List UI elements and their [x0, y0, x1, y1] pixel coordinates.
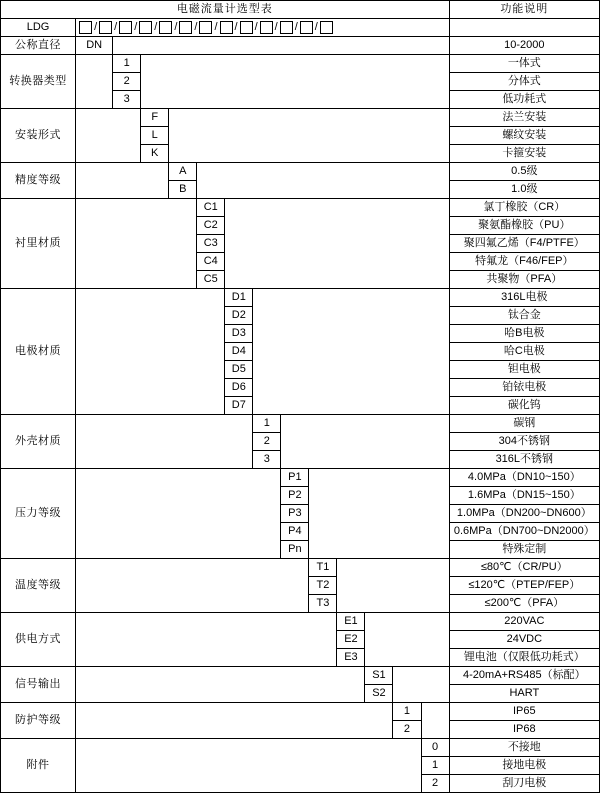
option-code[interactable]: S2	[365, 685, 393, 703]
option-code[interactable]: Pn	[281, 541, 309, 559]
spacer	[169, 109, 449, 163]
option-desc: ≤80℃（CR/PU）	[449, 559, 599, 577]
option-desc: 1.6MPa（DN15~150）	[449, 487, 599, 505]
option-code[interactable]: 1	[421, 757, 449, 775]
code-slot[interactable]	[79, 21, 92, 34]
option-code[interactable]: A	[169, 163, 197, 181]
option-desc: HART	[449, 685, 599, 703]
option-code[interactable]: K	[141, 145, 169, 163]
option-code[interactable]: T2	[309, 577, 337, 595]
spacer	[76, 469, 281, 559]
slot-container	[76, 19, 449, 36]
option-desc: 0.5级	[449, 163, 599, 181]
option-desc: 4.0MPa（DN10~150）	[449, 469, 599, 487]
spacer	[76, 109, 141, 163]
option-code[interactable]: C2	[197, 217, 225, 235]
row-protection-class	[1, 703, 600, 721]
option-code[interactable]: 1	[253, 415, 281, 433]
option-desc: IP68	[449, 721, 599, 739]
option-desc: 碳钢	[449, 415, 599, 433]
spacer	[76, 667, 365, 703]
row-label: 外壳材质	[1, 415, 76, 469]
option-code[interactable]: 2	[253, 433, 281, 451]
spacer	[76, 703, 393, 739]
model-slots	[76, 19, 450, 37]
option-desc: 不接地	[449, 739, 599, 757]
option-desc: 24VDC	[449, 631, 599, 649]
slot-separator: /	[214, 21, 218, 34]
row-desc: 10-2000	[449, 37, 599, 55]
slot-separator: /	[134, 21, 138, 34]
slot-separator: /	[294, 21, 298, 34]
slot-separator: /	[114, 21, 118, 34]
row-label: 电极材质	[1, 289, 76, 415]
option-code[interactable]: C4	[197, 253, 225, 271]
option-code[interactable]: C5	[197, 271, 225, 289]
option-desc: 一体式	[449, 55, 599, 73]
option-desc: 刮刀电极	[449, 775, 599, 793]
option-code[interactable]: D6	[225, 379, 253, 397]
row-accuracy-class	[1, 163, 600, 181]
option-code[interactable]: D1	[225, 289, 253, 307]
spacer	[76, 163, 169, 199]
option-desc: 哈C电极	[449, 343, 599, 361]
spacer	[76, 289, 225, 415]
slot-separator: /	[154, 21, 158, 34]
spacer	[76, 415, 253, 469]
option-code[interactable]: E2	[337, 631, 365, 649]
row-label: 防护等级	[1, 703, 76, 739]
code-slot[interactable]	[139, 21, 152, 34]
row-label: 供电方式	[1, 613, 76, 667]
option-desc: 螺纹安装	[449, 127, 599, 145]
option-code[interactable]: B	[169, 181, 197, 199]
spacer	[76, 55, 113, 109]
option-desc: 0.6MPa（DN700~DN2000）	[449, 523, 599, 541]
code-slot[interactable]	[220, 21, 233, 34]
option-desc: 316L电极	[449, 289, 599, 307]
option-desc: 卡箍安装	[449, 145, 599, 163]
option-code[interactable]: D4	[225, 343, 253, 361]
option-code[interactable]: E1	[337, 613, 365, 631]
row-pressure-rating	[1, 469, 600, 487]
spacer	[281, 415, 449, 469]
code-slot[interactable]	[99, 21, 112, 34]
option-code[interactable]: D3	[225, 325, 253, 343]
option-desc: 低功耗式	[449, 91, 599, 109]
option-desc: 铂铱电极	[449, 379, 599, 397]
option-code[interactable]: 1	[393, 703, 421, 721]
spacer	[393, 667, 449, 703]
slot-separator: /	[194, 21, 198, 34]
code-slot[interactable]	[179, 21, 192, 34]
slot-separator: /	[314, 21, 318, 34]
option-code[interactable]: 3	[253, 451, 281, 469]
row-converter-type	[1, 55, 600, 73]
option-code[interactable]: P1	[281, 469, 309, 487]
table-header-row	[1, 1, 600, 19]
slot-separator: /	[254, 21, 258, 34]
spacer	[76, 559, 309, 613]
option-desc: 聚氨酯橡胶（PU）	[449, 217, 599, 235]
option-code[interactable]: T3	[309, 595, 337, 613]
spacer	[76, 199, 197, 289]
option-desc: 钛合金	[449, 307, 599, 325]
row-nominal-diameter	[1, 37, 600, 55]
page-title: 电磁流量计选型表	[1, 1, 450, 19]
code-slot[interactable]	[260, 21, 273, 34]
option-code[interactable]: P2	[281, 487, 309, 505]
option-desc: 氯丁橡胶（CR）	[449, 199, 599, 217]
code-cell-dn: DN	[76, 37, 113, 55]
row-housing-material	[1, 415, 600, 433]
spacer	[421, 703, 449, 739]
option-code[interactable]: D2	[225, 307, 253, 325]
option-desc: 接地电极	[449, 757, 599, 775]
code-slot[interactable]	[119, 21, 132, 34]
spacer	[225, 199, 449, 289]
option-code[interactable]: C3	[197, 235, 225, 253]
row-label: 温度等级	[1, 559, 76, 613]
row-label: 转换器类型	[1, 55, 76, 109]
option-desc: 220VAC	[449, 613, 599, 631]
option-code[interactable]: L	[141, 127, 169, 145]
option-desc: 碳化钨	[449, 397, 599, 415]
row-temperature-rating	[1, 559, 600, 577]
option-code[interactable]: D7	[225, 397, 253, 415]
spacer	[141, 55, 449, 109]
row-label: 安装形式	[1, 109, 76, 163]
spacer	[309, 469, 449, 559]
row-label: 压力等级	[1, 469, 76, 559]
option-desc: 钽电极	[449, 361, 599, 379]
option-code[interactable]: 3	[113, 91, 141, 109]
model-prefix: LDG	[1, 19, 76, 37]
option-code[interactable]: 2	[421, 775, 449, 793]
option-code[interactable]: D5	[225, 361, 253, 379]
option-code[interactable]: F	[141, 109, 169, 127]
option-desc: 锂电池（仅限低功耗式）	[449, 649, 599, 667]
option-desc: 4-20mA+RS485（标配）	[449, 667, 599, 685]
spacer	[337, 559, 449, 613]
option-code[interactable]: T1	[309, 559, 337, 577]
row-accessories	[1, 739, 600, 757]
code-slot[interactable]	[159, 21, 172, 34]
slot-separator: /	[234, 21, 238, 34]
row-label: 精度等级	[1, 163, 76, 199]
spacer	[76, 613, 337, 667]
spacer	[113, 37, 449, 55]
option-desc: 法兰安装	[449, 109, 599, 127]
code-slot[interactable]	[199, 21, 212, 34]
option-desc: 1.0级	[449, 181, 599, 199]
slot-separator: /	[274, 21, 278, 34]
spacer	[76, 739, 421, 793]
row-label: 附件	[1, 739, 76, 793]
option-desc: 分体式	[449, 73, 599, 91]
option-desc: 哈B电极	[449, 325, 599, 343]
option-code[interactable]: 2	[113, 73, 141, 91]
option-code[interactable]: S1	[365, 667, 393, 685]
option-desc: 316L不锈钢	[449, 451, 599, 469]
option-code[interactable]: P4	[281, 523, 309, 541]
option-desc: 特殊定制	[449, 541, 599, 559]
spacer	[253, 289, 449, 415]
option-desc: 304不锈钢	[449, 433, 599, 451]
option-code[interactable]: P3	[281, 505, 309, 523]
code-slot[interactable]	[320, 21, 333, 34]
row-power-supply	[1, 613, 600, 631]
row-label: 衬里材质	[1, 199, 76, 289]
row-signal-output	[1, 667, 600, 685]
option-desc: 共聚物（PFA）	[449, 271, 599, 289]
option-desc: 聚四氟乙烯（F4/PTFE）	[449, 235, 599, 253]
row-installation-type	[1, 109, 600, 127]
code-slot[interactable]	[240, 21, 253, 34]
option-desc: ≤200℃（PFA）	[449, 595, 599, 613]
code-slot[interactable]	[280, 21, 293, 34]
option-code[interactable]: 2	[393, 721, 421, 739]
option-desc: ≤120℃（PTEP/FEP）	[449, 577, 599, 595]
option-desc: 1.0MPa（DN200~DN600）	[449, 505, 599, 523]
option-code[interactable]: 0	[421, 739, 449, 757]
option-desc: IP65	[449, 703, 599, 721]
function-column-header: 功能说明	[449, 1, 599, 19]
option-code[interactable]: E3	[337, 649, 365, 667]
model-code-row	[1, 19, 600, 37]
row-lining-material	[1, 199, 600, 217]
spacer	[365, 613, 449, 667]
code-slot[interactable]	[300, 21, 313, 34]
option-desc: 特氟龙（F46/FEP）	[449, 253, 599, 271]
row-electrode-material	[1, 289, 600, 307]
row-label: 信号输出	[1, 667, 76, 703]
option-code[interactable]: C1	[197, 199, 225, 217]
row-label: 公称直径	[1, 37, 76, 55]
spacer	[197, 163, 449, 199]
slot-separator: /	[174, 21, 178, 34]
option-code[interactable]: 1	[113, 55, 141, 73]
model-desc-empty	[449, 19, 599, 37]
slot-separator: /	[94, 21, 98, 34]
